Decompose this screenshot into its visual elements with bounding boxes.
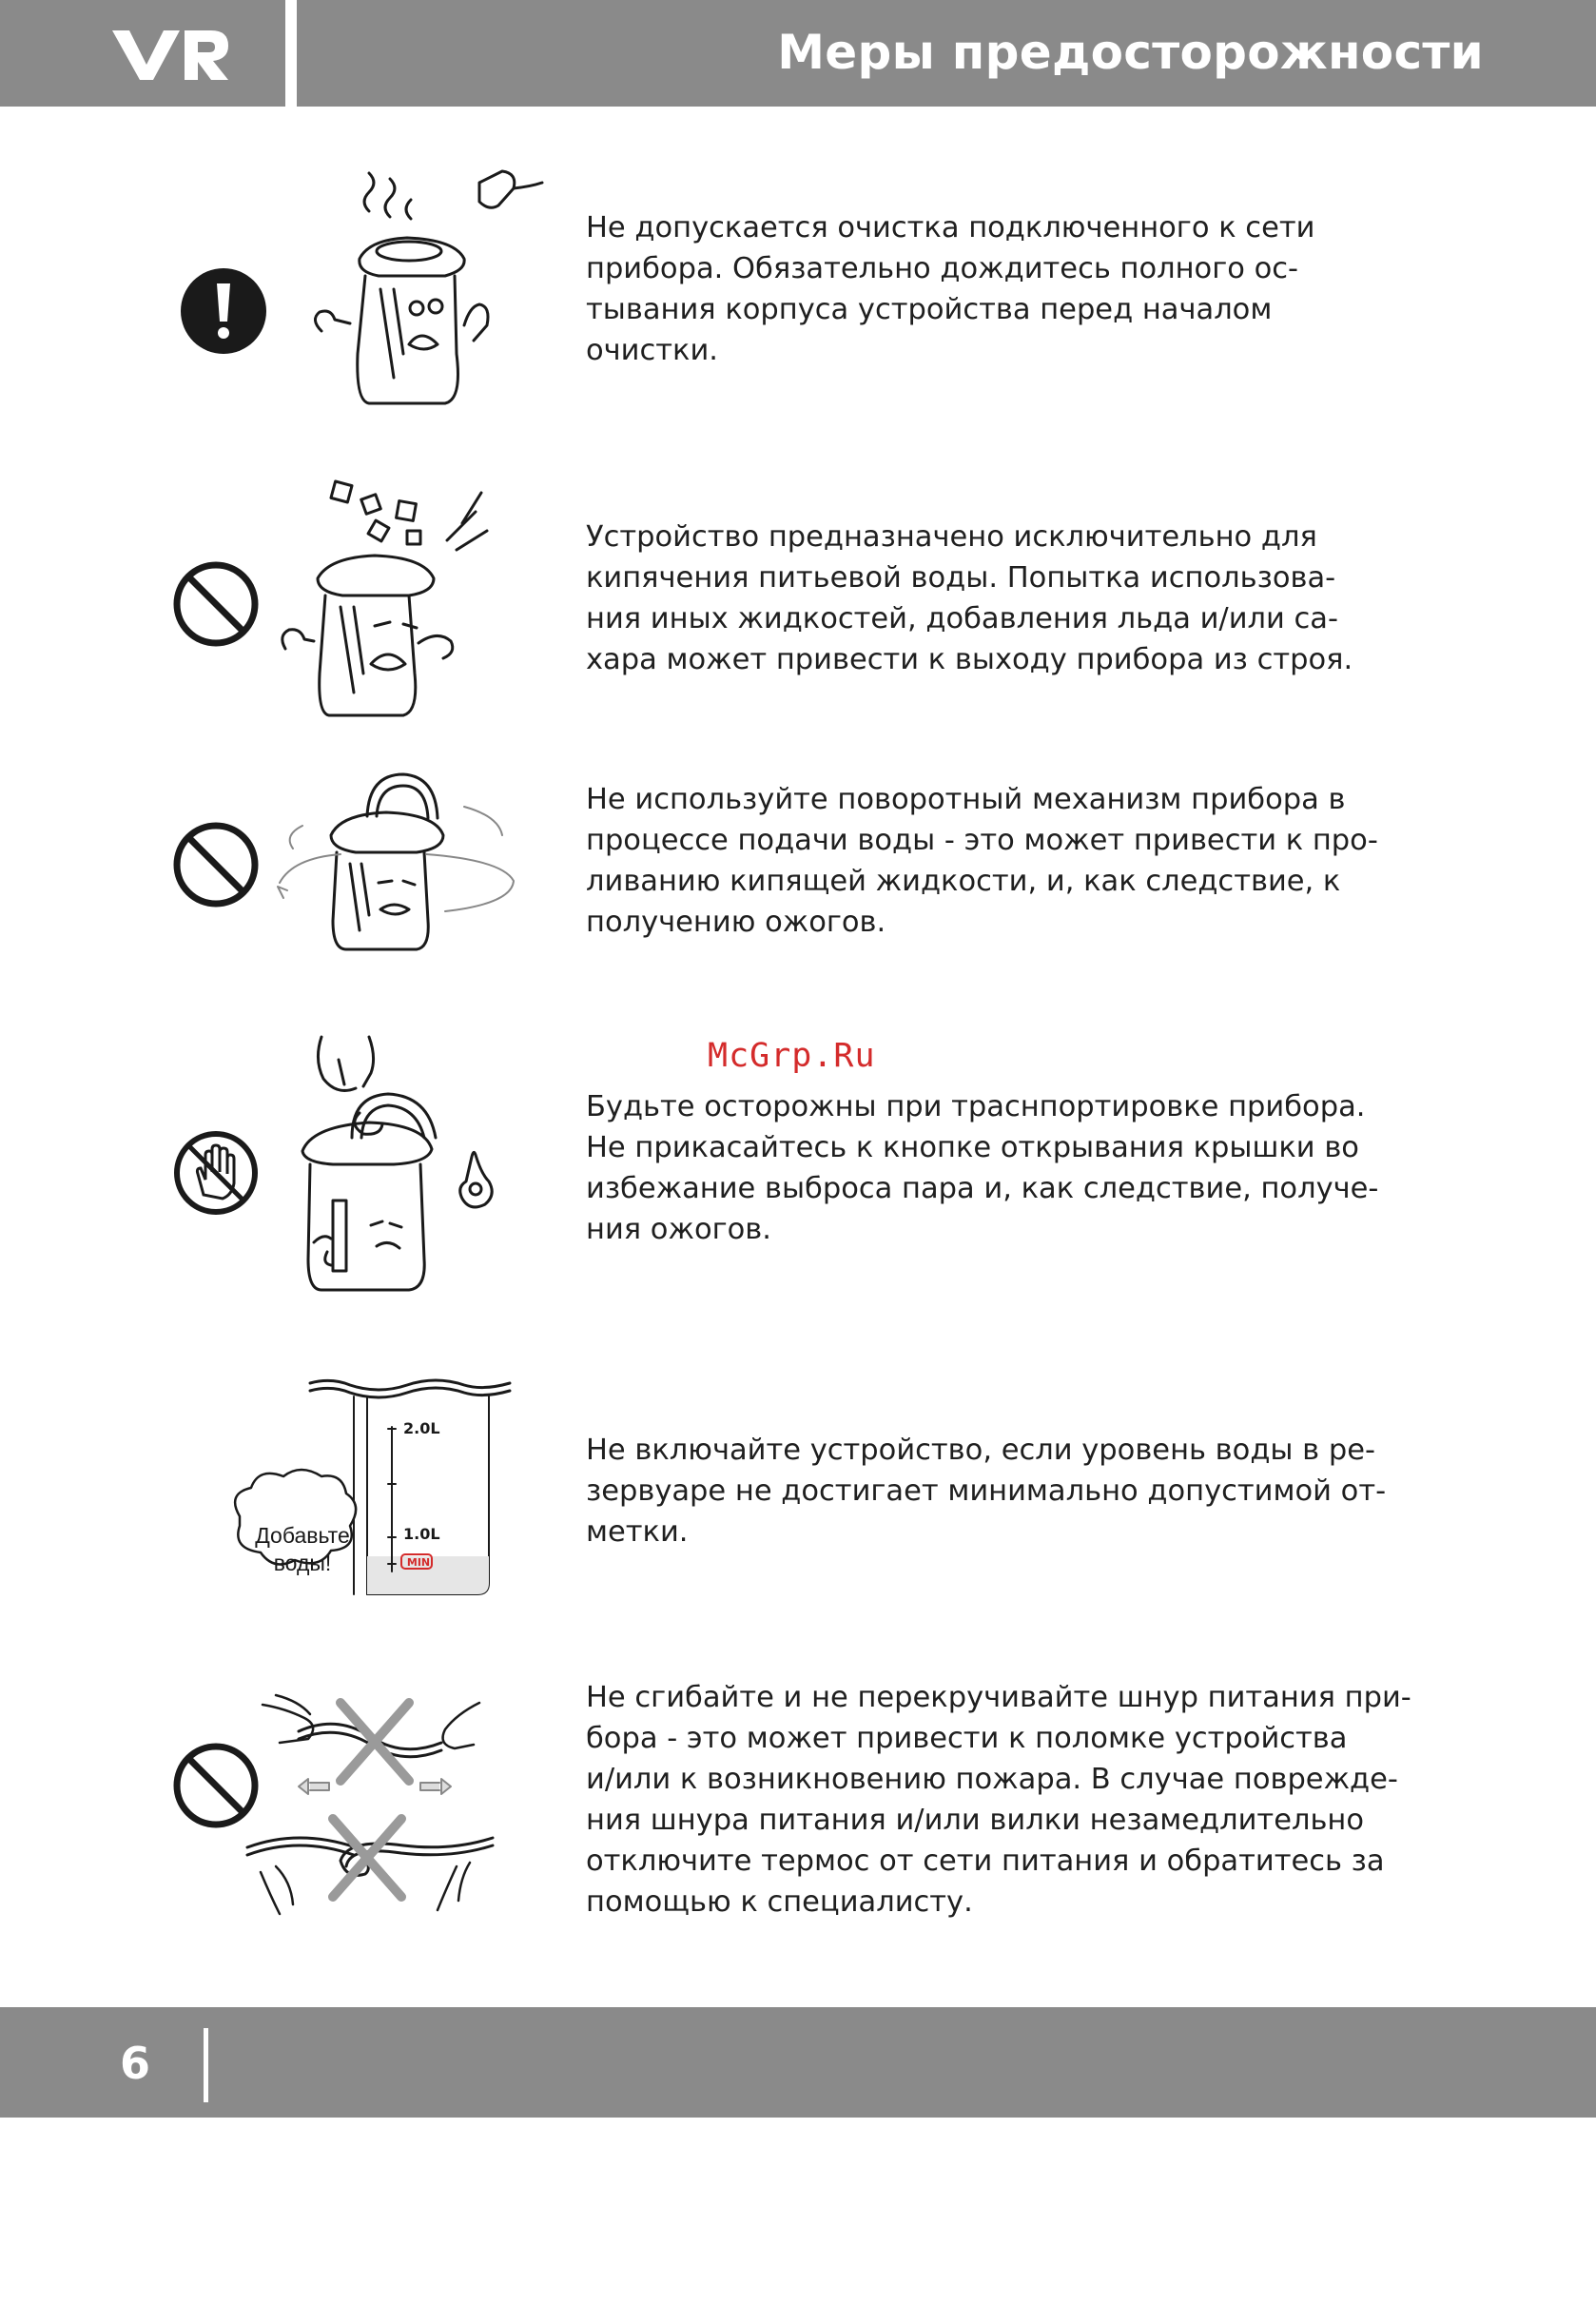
warning-text-1: Не допускается очистка подключенного к сети прибора. Обязательно дождитесь полного ос- тывания корпуса устройства перед началом очистки. bbox=[586, 211, 1315, 367]
page-footer bbox=[0, 2007, 1596, 2118]
watermark: McGrp.Ru bbox=[708, 1037, 876, 1075]
level-low-label: 1.0L bbox=[403, 1525, 440, 1543]
level-high-label: 2.0L bbox=[403, 1419, 440, 1437]
warning-text-3: Не используйте поворотный механизм прибора в процессе подачи воды - это может привести к про- ливанию кипящей жидкости, и, как следствие, к получению ожогов. bbox=[586, 783, 1378, 939]
exclamation-warning-icon bbox=[179, 266, 268, 356]
prohibited-icon bbox=[171, 820, 261, 909]
warning-text-2: Устройство предназначено исключительно для кипячения питьевой воды. Попытка использова- ния иных жидкостей, добавления льда и/или са- хара может привести к выходу прибора из строя. bbox=[586, 520, 1353, 676]
prohibited-icon bbox=[171, 559, 261, 649]
warning-text-4: Будьте осторожны при траснпортировке прибора. Не прикасайтесь к кнопке открывания крышки во избежание выброса пара и, как следствие, получе- ния ожогов. bbox=[586, 1090, 1379, 1246]
rotating-thermos-illustration bbox=[274, 769, 519, 959]
carrying-thermos-illustration bbox=[295, 1031, 510, 1309]
header-logo-block bbox=[0, 0, 285, 107]
page-title: Меры предосторожности bbox=[777, 25, 1484, 80]
footer-divider bbox=[204, 2028, 208, 2102]
add-water-bubble-text: Добавьте воды! bbox=[255, 1523, 350, 1575]
warning-text-5: Не включайте устройство, если уровень воды в ре- зервуаре не достигает минимально допустимой от- метки. bbox=[586, 1434, 1387, 1549]
page-header bbox=[0, 0, 1596, 107]
vr-logo bbox=[108, 23, 232, 86]
hot-thermos-cleaning-illustration bbox=[302, 164, 555, 413]
thermos-ice-sugar-illustration bbox=[276, 474, 491, 731]
do-not-touch-icon bbox=[171, 1128, 261, 1218]
page-number: 6 bbox=[120, 2038, 151, 2089]
warning-text-6: Не сгибайте и не перекручивайте шнур питания при- бора - это может привести к поломке устройства и/или к возникновению пожара. В случае поврежде- ния шнура питания и/или вилки незамедлительно отключите термос от сети питания и обратитесь за помощью к специалисту. bbox=[586, 1681, 1411, 1919]
power-cord-bending-illustration bbox=[242, 1676, 500, 2323]
level-min-label: MIN bbox=[406, 1556, 431, 1569]
